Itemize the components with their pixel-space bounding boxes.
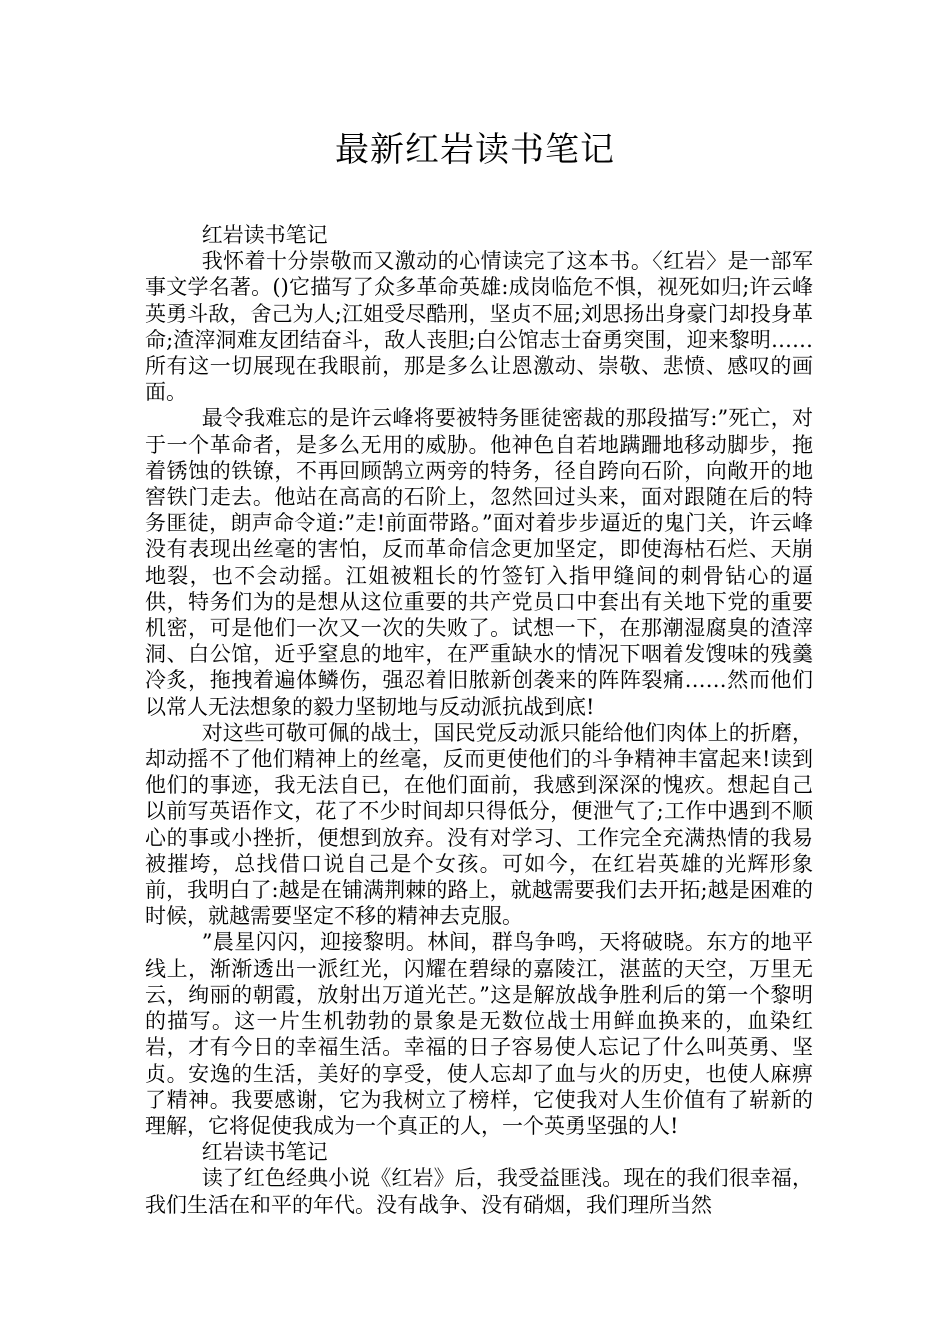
paragraph: 最令我难忘的是许云峰将要被特务匪徒密裁的那段描写:”死亡，对于一个革命者，是多么无用的威胁。他神色自若地蹒跚地移动脚步，拖着锈蚀的铁镣，不再回顾鹄立两旁的特务，径自跨向石阶，向敞开的地窖铁门走去。他站在高高的石阶上，忽然回过头来，面对跟随在后的特务匪徒，朗声命令道:”走!前面带路。”面对着步步逼近的鬼门关，许云峰没有表现出丝毫的害怕，反而革命信念更加坚定，即使海枯石烂、天崩地裂，也不会动摇。江姐被粗长的竹签钉入指甲缝间的刺骨钻心的逼供，特务们为的是想从这位重要的共产党员口中套出有关地下党的重要机密，可是他们一次又一次的失败了。试想一下，在那潮湿腐臭的渣滓洞、白公馆，近乎窒息的地牢，在严重缺水的情况下咽着发馊味的残羹冷炙，拖拽着遍体鳞伤，强忍着旧脓新创袭来的阵阵裂痛……然而他们以常人无法想象的毅力坚韧地与反动派抗战到底! <box>145 406 813 719</box>
section-heading: 红岩读书笔记 <box>201 1140 328 1165</box>
paragraph: ”晨星闪闪，迎接黎明。林间，群鸟争鸣，天将破晓。东方的地平线上，渐渐透出一派红光，闪耀在碧绿的嘉陵江，湛蓝的天空，万里无云，绚丽的朝霞，放射出万道光芒。”这是解放战争胜利后的第一个黎明的描写。这一片生机勃勃的景象是无数位战士用鲜血换来的，血染红岩，才有今日的幸福生活。幸福的日子容易使人忘记了什么叫英勇、坚贞。安逸的生活，美好的享受，使人忘却了血与火的历史，也使人麻痹了精神。我要感谢，它为我树立了榜样，它使我对人生价值有了崭新的理解，它将促使我成为一个真正的人，一个英勇坚强的人! <box>145 930 813 1138</box>
paragraph: 读了红色经典小说《红岩》后，我受益匪浅。现在的我们很幸福，我们生活在和平的年代。没有战争、没有硝烟，我们理所当然 <box>145 1166 813 1217</box>
paragraph: 我怀着十分崇敬而又激动的心情读完了这本书。〈红岩〉是一部军事文学名著。()它描写了众多革命英雄:成岗临危不惧，视死如归;许云峰英勇斗敌，舍己为人;江姐受尽酷刑，坚贞不屈;刘思扬出身豪门却投身革命;渣滓洞难友团结奋斗，敌人丧胆;白公馆志士奋勇突围，迎来黎明……所有这一切展现在我眼前，那是多么让恩激动、崇敬、悲愤、感叹的画面。 <box>145 249 813 405</box>
section-heading: 红岩读书笔记 <box>201 223 328 247</box>
document-body <box>145 222 813 1218</box>
document-title: 最新红岩读书笔记 <box>335 130 615 170</box>
paragraph: 对这些可敬可佩的战士，国民党反动派只能给他们肉体上的折磨，却动摇不了他们精神上的丝毫，反而更使他们的斗争精神丰富起来!读到他们的事迹，我无法自已，在他们面前，我感到深深的愧疚。想起自己以前写英语作文，花了不少时间却只得低分，便泄气了;工作中遇到不顺心的事或小挫折，便想到放弃。没有对学习、工作完全充满热情的我易被摧垮，总找借口说自己是个女孩。可如今，在红岩英雄的光辉形象前，我明白了:越是在铺满荆棘的路上，就越需要我们去开拓;越是困难的时候，就越需要坚定不移的精神去克服。 <box>145 720 813 929</box>
